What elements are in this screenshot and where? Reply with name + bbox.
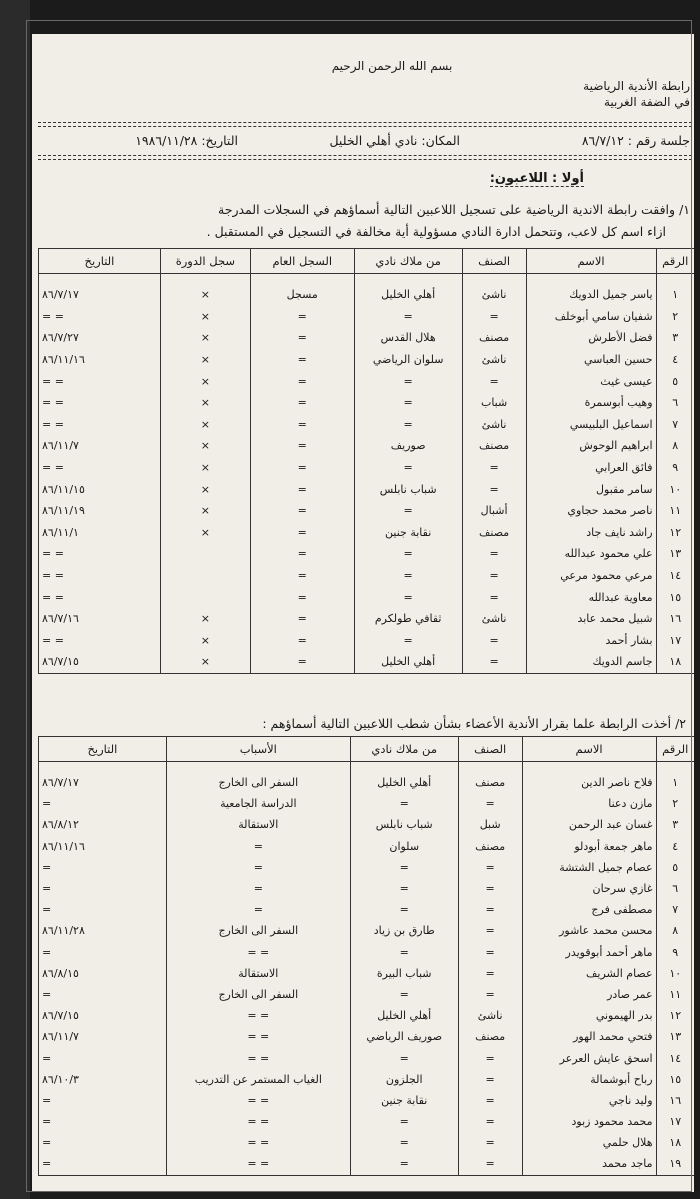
table-cell: = <box>166 899 350 920</box>
table-cell: = <box>462 651 526 673</box>
table-cell: ٨٦/٧/٢٧ <box>39 327 161 349</box>
table-cell: = <box>350 857 458 878</box>
table-cell: اسحق عايش العرعر <box>522 1047 656 1068</box>
table-cell: = <box>354 457 462 479</box>
table-cell: نقابة جنين <box>350 1090 458 1111</box>
table-cell: = <box>458 984 522 1005</box>
table-cell: = = <box>166 942 350 963</box>
table-cell: = <box>458 793 522 814</box>
table-cell: السفر الى الخارج <box>166 772 350 793</box>
table-cell: ٨٦/١١/٧ <box>39 435 161 457</box>
table-cell: = <box>39 1047 167 1068</box>
table-cell: ٨ <box>656 435 694 457</box>
table-cell: = = <box>39 543 161 565</box>
table-cell: جاسم الدويك <box>526 651 656 673</box>
table-cell: علي محمود عبدالله <box>526 543 656 565</box>
table-cell: معاوية عبدالله <box>526 586 656 608</box>
table-cell: الاستقالة <box>166 963 350 984</box>
table-cell: الغياب المستمر عن التدريب <box>166 1069 350 1090</box>
table-cell: = = <box>166 1047 350 1068</box>
table-cell: = <box>462 370 526 392</box>
table-cell: ٨٦/٧/١٦ <box>39 608 161 630</box>
table-cell: = <box>462 457 526 479</box>
table-cell: ١٣ <box>656 543 694 565</box>
table-cell: = <box>458 1132 522 1153</box>
table-cell: = = <box>39 414 161 436</box>
table-cell: = <box>250 370 354 392</box>
table-cell: سامر مقبول <box>526 478 656 500</box>
table-cell: = <box>462 306 526 328</box>
table-cell: ١١ <box>656 500 694 522</box>
table-cell: × <box>160 414 250 436</box>
table-cell: = <box>250 608 354 630</box>
table-cell: ٨٦/٧/١٥ <box>39 1005 167 1026</box>
table-cell: ١ <box>656 284 694 306</box>
table-cell: ماجد محمد <box>522 1153 656 1175</box>
table-cell: = <box>250 565 354 587</box>
table-cell: × <box>160 435 250 457</box>
table-cell: = = <box>39 586 161 608</box>
table-cell: = <box>250 392 354 414</box>
table-cell: ٨٦/٧/١٥ <box>39 651 161 673</box>
table-cell: = = <box>166 1153 350 1175</box>
table-cell: ٢ <box>656 793 694 814</box>
table-cell: = <box>250 651 354 673</box>
table-cell: مصطفى فرج <box>522 899 656 920</box>
table-cell: أهلي الخليل <box>354 284 462 306</box>
session-date: التاريخ: ١٩٨٦/١١/٢٨ <box>135 133 238 148</box>
table-cell: = <box>39 942 167 963</box>
table-cell: سلوان الرياضي <box>354 349 462 371</box>
table-cell: = <box>462 630 526 652</box>
table-cell: عيسى غيث <box>526 370 656 392</box>
table-cell: = <box>39 878 167 899</box>
table-cell: نقابة جنين <box>354 522 462 544</box>
table-cell: × <box>160 370 250 392</box>
table-cell: = <box>354 565 462 587</box>
table-cell: = = <box>39 306 161 328</box>
table-cell: ٨٦/٧/١٧ <box>39 772 167 793</box>
table-cell: ناشئ <box>458 1005 522 1026</box>
table-cell: السفر الى الخارج <box>166 984 350 1005</box>
table-cell: = = <box>39 630 161 652</box>
section-1-title: أولا : اللاعبون: <box>489 171 584 186</box>
table-cell: ١٨ <box>656 1132 694 1153</box>
table-cell: ١ <box>656 772 694 793</box>
column-header: التاريخ <box>39 737 167 762</box>
table-cell: ٨٦/١١/١٦ <box>39 836 167 857</box>
table-cell: أهلي الخليل <box>350 1005 458 1026</box>
table-cell: مصنف <box>458 1026 522 1047</box>
table-cell: مصنف <box>462 435 526 457</box>
table-cell: = <box>354 306 462 328</box>
table-cell: ناشئ <box>462 284 526 306</box>
column-header: التاريخ <box>39 249 161 274</box>
table-cell: = <box>39 1132 167 1153</box>
table-cell: = <box>250 414 354 436</box>
table-cell: = <box>462 478 526 500</box>
table-cell: × <box>160 284 250 306</box>
table-cell: ١٧ <box>656 1111 694 1132</box>
table-cell: = = <box>39 565 161 587</box>
table-cell: طارق بن زياد <box>350 920 458 941</box>
table-cell: ٨ <box>656 920 694 941</box>
table-cell: ٩ <box>656 942 694 963</box>
table-cell: ناشئ <box>462 608 526 630</box>
table-cell: = <box>458 899 522 920</box>
table-cell: الجلزون <box>350 1069 458 1090</box>
table-cell: = <box>458 878 522 899</box>
table-cell: ٧ <box>656 414 694 436</box>
table-cell: اسماعيل البلبيسي <box>526 414 656 436</box>
column-header: الصنف <box>462 249 526 274</box>
table-cell: = <box>250 435 354 457</box>
table-cell: ١٠ <box>656 963 694 984</box>
table-cell: = <box>350 878 458 899</box>
table-cell: = = <box>39 457 161 479</box>
table-cell: ٨٦/١١/٢٨ <box>39 920 167 941</box>
column-header: الرقم <box>656 249 694 274</box>
table-cell: ١٨ <box>656 651 694 673</box>
table-cell: صوريف الرياضي <box>350 1026 458 1047</box>
table-cell: شباب البيرة <box>350 963 458 984</box>
table-cell: = <box>458 1047 522 1068</box>
table-cell: عمر صادر <box>522 984 656 1005</box>
table-cell: ٤ <box>656 349 694 371</box>
table-cell: عصام الشريف <box>522 963 656 984</box>
table-cell: صوريف <box>354 435 462 457</box>
table-cell: ثقافي طولكرم <box>354 608 462 630</box>
table-cell: ٨٦/١٠/٣ <box>39 1069 167 1090</box>
table-cell: = <box>39 1153 167 1175</box>
table-cell: = <box>354 370 462 392</box>
table-cell: فتحي محمد الهور <box>522 1026 656 1047</box>
table-cell: الدراسة الجامعية <box>166 793 350 814</box>
table-cell: ١١ <box>656 984 694 1005</box>
table-cell: = <box>462 543 526 565</box>
table-cell: = = <box>39 370 161 392</box>
table-cell: أهلي الخليل <box>350 772 458 793</box>
table-cell: ١٤ <box>656 565 694 587</box>
table-cell: ١٦ <box>656 608 694 630</box>
table-cell: هلال حلمي <box>522 1132 656 1153</box>
table-cell: = <box>458 942 522 963</box>
column-header: الاسم <box>522 737 656 762</box>
table-cell: محسن محمد عاشور <box>522 920 656 941</box>
table-cell: ٨٦/١١/١ <box>39 522 161 544</box>
table-cell: مصنف <box>458 772 522 793</box>
table-cell: السفر الى الخارج <box>166 920 350 941</box>
table-cell: ١٢ <box>656 522 694 544</box>
org-line-2: في الضفة الغربية <box>603 95 690 109</box>
table-cell: رباح أبوشمالة <box>522 1069 656 1090</box>
table-cell: = <box>350 942 458 963</box>
table-cell: × <box>160 522 250 544</box>
table-cell: = <box>39 857 167 878</box>
table-cell: ٦ <box>656 878 694 899</box>
table-cell: = <box>39 1090 167 1111</box>
table-cell: = <box>250 457 354 479</box>
table-cell: ٧ <box>656 899 694 920</box>
table-cell: × <box>160 457 250 479</box>
table-cell: = <box>250 349 354 371</box>
table-cell: مصنف <box>458 836 522 857</box>
table-cell: = <box>350 984 458 1005</box>
table-cell: وليد ناجي <box>522 1090 656 1111</box>
table-cell: ماهر جمعة أبودلو <box>522 836 656 857</box>
table-cell: فضل الأطرش <box>526 327 656 349</box>
table-cell: غسان عبد الرحمن <box>522 814 656 835</box>
table-cell: بدر الهيموني <box>522 1005 656 1026</box>
table-cell: شبل <box>458 814 522 835</box>
table-cell: ٨٦/١١/١٩ <box>39 500 161 522</box>
table-cell: = = <box>166 1111 350 1132</box>
table-cell: ١٥ <box>656 1069 694 1090</box>
table-cell: شباب نابلس <box>354 478 462 500</box>
table-cell: × <box>160 608 250 630</box>
table-cell: = <box>350 793 458 814</box>
scan-border <box>26 20 692 1192</box>
table-cell: ٨٦/٨/١٥ <box>39 963 167 984</box>
table-cell: = <box>350 1153 458 1175</box>
table-cell: ياسر جميل الدويك <box>526 284 656 306</box>
table-cell: ١٦ <box>656 1090 694 1111</box>
table-cell: = <box>354 543 462 565</box>
table-cell: ٨٦/٨/١٢ <box>39 814 167 835</box>
table-cell: شباب <box>462 392 526 414</box>
section-1-marker: ١/ <box>679 202 690 217</box>
column-header: من ملاك نادي <box>354 249 462 274</box>
table-cell: = <box>350 1047 458 1068</box>
table-cell: وهيب أبوسمرة <box>526 392 656 414</box>
column-header: السجل العام <box>250 249 354 274</box>
table-cell: = <box>250 543 354 565</box>
column-header: الرقم <box>656 737 694 762</box>
column-header: الاسم <box>526 249 656 274</box>
section-2-line: أخذت الرابطة علما بقرار الأندية الأعضاء بشأن شطب اللاعبين التالية أسماؤهم : <box>262 716 672 731</box>
table-cell: = <box>458 857 522 878</box>
table-cell: = <box>458 920 522 941</box>
table-cell: = <box>350 899 458 920</box>
table-cell: أشبال <box>462 500 526 522</box>
table-cell: بشار أحمد <box>526 630 656 652</box>
table-cell: = <box>250 500 354 522</box>
table-cell: = <box>350 1132 458 1153</box>
table-cell: ٨٦/٧/١٧ <box>39 284 161 306</box>
table-cell: = <box>354 392 462 414</box>
table-cell: ناشئ <box>462 414 526 436</box>
table-cell: = = <box>39 392 161 414</box>
table-cell: ٩ <box>656 457 694 479</box>
session-number: جلسة رقم : ٨٦/٧/١٢ <box>581 133 690 148</box>
table-cell: الاستقالة <box>166 814 350 835</box>
table-cell: ٣ <box>656 814 694 835</box>
table-cell: محمد محمود زبود <box>522 1111 656 1132</box>
table-cell: = <box>250 630 354 652</box>
table-cell: غازي سرحان <box>522 878 656 899</box>
table-cell: = <box>250 327 354 349</box>
table-cell: = <box>458 1153 522 1175</box>
table-cell: = <box>39 984 167 1005</box>
table-cell: ١٠ <box>656 478 694 500</box>
table-cell: مرعي محمود مرعي <box>526 565 656 587</box>
table-cell: = <box>354 586 462 608</box>
column-header: من ملاك نادي <box>350 737 458 762</box>
table-cell: فلاح ناصر الدين <box>522 772 656 793</box>
table-cell: × <box>160 500 250 522</box>
table-cell: ناشئ <box>462 349 526 371</box>
table-cell: = <box>354 414 462 436</box>
table-cell: ٣ <box>656 327 694 349</box>
column-header: سجل الدورة <box>160 249 250 274</box>
table-cell: = <box>39 793 167 814</box>
table-cell: عصام جميل الشتشة <box>522 857 656 878</box>
table-cell: = = <box>166 1005 350 1026</box>
table-cell: = <box>458 963 522 984</box>
table-cell: شفيان سامي أبوخلف <box>526 306 656 328</box>
table-cell: = = <box>166 1132 350 1153</box>
section-2-marker: ٢/ <box>675 716 686 731</box>
table-cell: هلال القدس <box>354 327 462 349</box>
table-cell: سلوان <box>350 836 458 857</box>
section-1-line-1: وافقت رابطة الاندية الرياضية على تسجيل اللاعبين التالية أسماؤهم في السجلات المدرجة <box>218 202 676 217</box>
table-cell: مصنف <box>462 522 526 544</box>
column-header: الأسباب <box>166 737 350 762</box>
table-cell: = <box>250 522 354 544</box>
table-cell: = = <box>166 1090 350 1111</box>
table-cell: ٢ <box>656 306 694 328</box>
table-cell: مصنف <box>462 327 526 349</box>
section-1-line-2: ازاء اسم كل لاعب، وتتحمل ادارة النادي مسؤولية أية مخالفة في التسجيل في المستقبل . <box>206 224 666 239</box>
table-cell: = <box>166 857 350 878</box>
table-cell: ٨٦/١١/١٥ <box>39 478 161 500</box>
basmala: بسم الله الرحمن الرحيم <box>331 59 453 73</box>
table-cell: = <box>462 586 526 608</box>
table-cell: أهلي الخليل <box>354 651 462 673</box>
table-cell: حسين العباسي <box>526 349 656 371</box>
table-cell: = <box>250 306 354 328</box>
table-cell: ٤ <box>656 836 694 857</box>
table-cell: مازن دعنا <box>522 793 656 814</box>
table-cell: ٨٦/١١/١٦ <box>39 349 161 371</box>
table-cell: = <box>462 565 526 587</box>
table-cell: = <box>458 1069 522 1090</box>
table-cell: × <box>160 327 250 349</box>
table-cell: = <box>458 1090 522 1111</box>
table-cell: × <box>160 392 250 414</box>
table-cell: = <box>354 630 462 652</box>
table-cell: × <box>160 478 250 500</box>
table-cell: = <box>166 836 350 857</box>
table-cell: ١٩ <box>656 1153 694 1175</box>
table-cell: ١٥ <box>656 586 694 608</box>
table-cell: راشد نايف جاد <box>526 522 656 544</box>
table-cell: ابراهيم الوحوش <box>526 435 656 457</box>
table-cell: ٥ <box>656 370 694 392</box>
table-cell: × <box>160 630 250 652</box>
table-cell: شباب نابلس <box>350 814 458 835</box>
table-cell: ناصر محمد حجاوي <box>526 500 656 522</box>
table-cell: = <box>39 899 167 920</box>
table-cell: = = <box>166 1026 350 1047</box>
table-cell: فائق العرابي <box>526 457 656 479</box>
table-cell: = <box>250 478 354 500</box>
table-cell: ماهر أحمد أبوقويدر <box>522 942 656 963</box>
table-cell: مسجل <box>250 284 354 306</box>
table-cell: ١٧ <box>656 630 694 652</box>
table-cell: = <box>250 586 354 608</box>
table-cell: شبيل محمد عابد <box>526 608 656 630</box>
org-line-1: رابطة الأندية الرياضية <box>583 79 690 93</box>
table-cell: ٦ <box>656 392 694 414</box>
table-cell: ١٣ <box>656 1026 694 1047</box>
table-cell: = <box>39 1111 167 1132</box>
table-cell: = <box>350 1111 458 1132</box>
table-cell: ٨٦/١١/٧ <box>39 1026 167 1047</box>
column-header: الصنف <box>458 737 522 762</box>
table-cell: × <box>160 349 250 371</box>
table-cell: = <box>458 1111 522 1132</box>
table-cell: ٥ <box>656 857 694 878</box>
table-cell: = <box>354 500 462 522</box>
table-cell: ١٤ <box>656 1047 694 1068</box>
table-cell: ١٢ <box>656 1005 694 1026</box>
table-cell: = <box>166 878 350 899</box>
session-place: المكان: نادي أهلي الخليل <box>329 133 460 148</box>
table-cell: × <box>160 306 250 328</box>
table-cell: × <box>160 651 250 673</box>
